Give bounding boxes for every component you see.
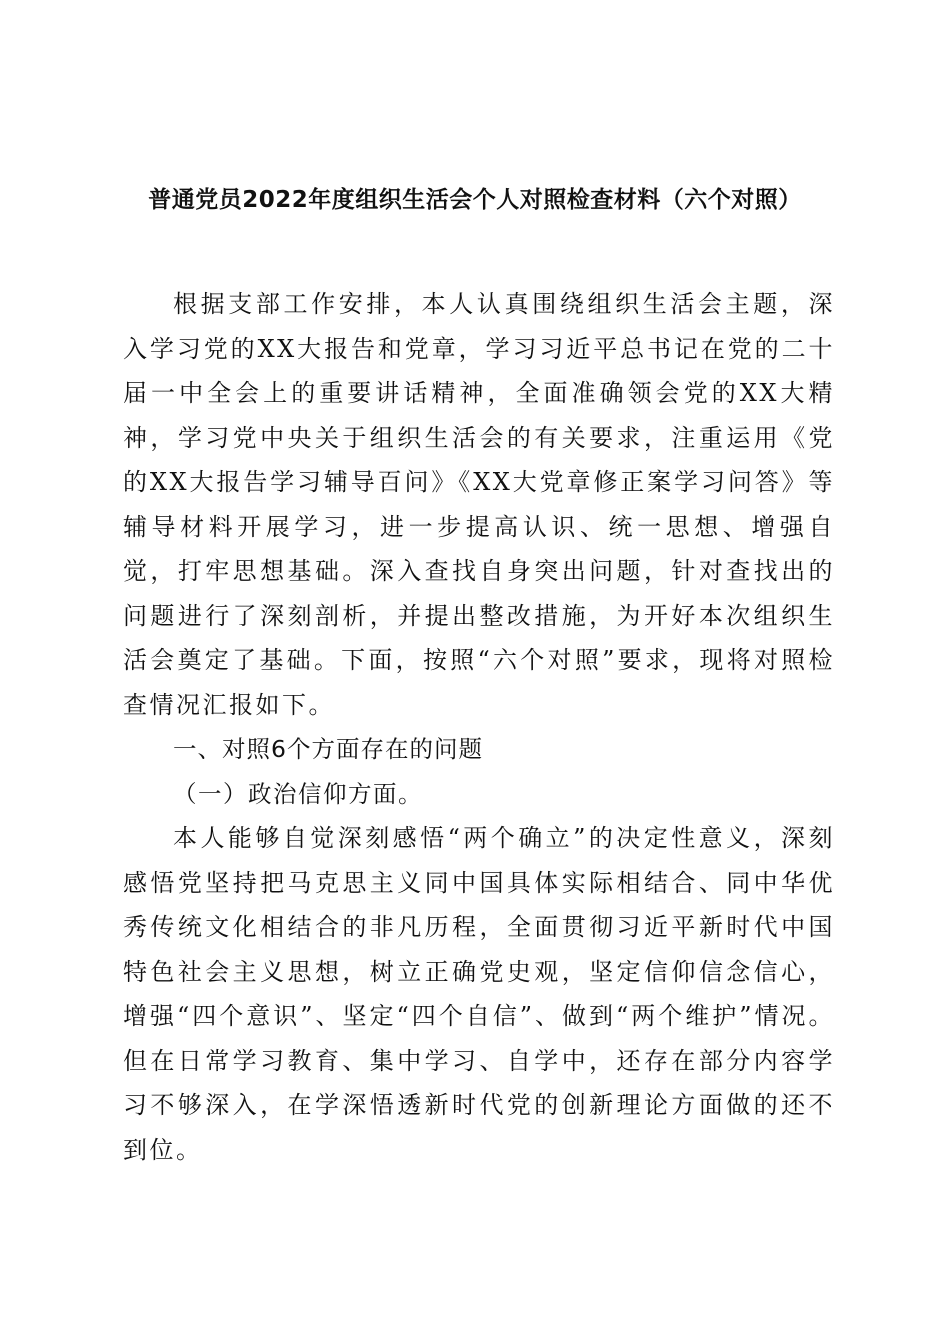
document-title: 普通党员2022年度组织生活会个人对照检查材料（六个对照） (148, 187, 802, 213)
document-body (123, 282, 835, 1172)
section-heading-1: 一、对照6个方面存在的问题 (173, 735, 483, 763)
subsection-paragraph-1: 本人能够自觉深刻感悟“两个确立”的决定性意义，深刻感悟党坚持把马克思主义同中国具体实际相结合、同中华优秀传统文化相结合的非凡历程，全面贯彻习近平新时代中国特色社会主义思想，树立正确党史观，坚定信仰信念信心，增强“四个意识”、坚定“四个自信”、做到“两个维护”情况。但在日常学习教育、集中学习、自学中，还存在部分内容学习不够深入，在学深悟透新时代党的创新理论方面做的还不到位。 (123, 824, 835, 1164)
subsection-heading-1: （一）政治信仰方面。 (173, 779, 423, 808)
intro-paragraph: 根据支部工作安排，本人认真围绕组织生活会主题，深入学习党的XX大报告和党章，学习习近平总书记在党的二十届一中全会上的重要讲话精神，全面准确领会党的XX大精神，学习党中央关于组织生活会的有关要求，注重运用《党的XX大报告学习辅导百问》《XX大党章修正案学习问答》等辅导材料开展学习，进一步提高认识、统一思想、增强自觉，打牢思想基础。深入查找自身突出问题，针对查找出的问题进行了深刻剖析，并提出整改措施，为开好本次组织生活会奠定了基础。下面，按照“六个对照”要求，现将对照检查情况汇报如下。 (123, 290, 835, 719)
